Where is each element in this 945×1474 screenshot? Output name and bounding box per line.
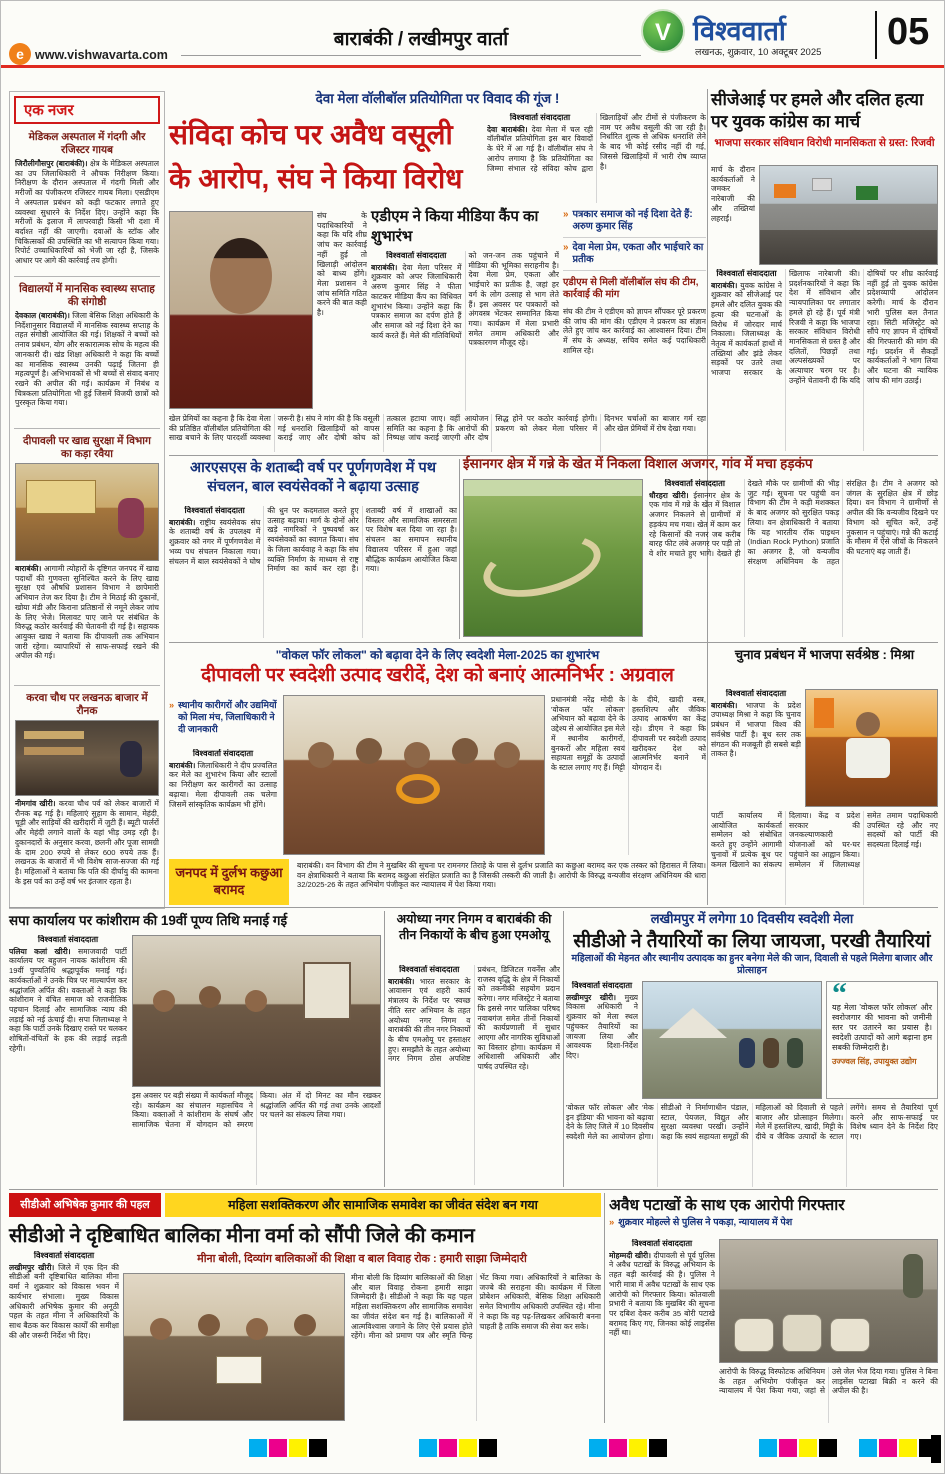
masthead-rule — [1, 65, 945, 68]
snake-shape — [477, 524, 607, 607]
kanshiram-headline: सपा कार्यालय पर कांशीराम की 19वीं पूण्य तिथि मनाई गई — [9, 913, 288, 928]
cdo-mela-quote: यह मेला 'वोकल फॉर लोकल' और स्वरोजगार की भावना को जमीनी स्तर पर उतारने का प्रयास है। स्वदेशी उत्पादों को आगे बढ़ाना हम सबकी जिम्मेदारी है। — [832, 1003, 932, 1052]
lead-headline: संविदा कोच पर अवैध वसूली के आरोप, संघ ने किया विरोध — [169, 119, 463, 194]
figure-head-shape — [404, 742, 430, 768]
market-photo — [15, 463, 159, 561]
adm-bullet-2: » देवा मेला प्रेम, एकता और भाईचारे का प्रतीक — [563, 238, 706, 271]
ek-nazar-article-2 — [15, 280, 159, 425]
section-rule — [9, 1189, 938, 1190]
certificate-shape — [216, 1356, 262, 1384]
ek-nazar-article-1 — [15, 128, 159, 273]
ek-nazar-panel — [9, 91, 165, 909]
section-rule — [9, 907, 938, 908]
mou-headline: अयोध्या नगर निगम व बाराबंकी की तीन निकायों के बीच हुआ एमओयू — [396, 912, 552, 942]
swadeshi-right-body: प्रधानमंत्री नरेंद्र मोदी के 'वोकल फॉर लोकल' अभियान को बढ़ावा देने के उद्देश्य से आयोजित इस मेले में स्थानीय कारीगरों, बुनकरों और महिला स्वयं सहायता समूहों के उत्पादों के स्टाल लगाए गए हैं। मिट्टी के दीये, खादी वस्त्र, हस्तशिल्प और जैविक उत्पाद आकर्षण का केंद्र रहे। डीएम ने कहा कि दीपावली पर स्वदेशी उत्पाद खरीदकर देश को आत्मनिर्भर बनाने में योगदान दें। — [551, 695, 706, 772]
cdo-mela-kicker: लखीमपुर में लगेगा 10 दिवसीय स्वदेशी मेला — [650, 911, 854, 926]
chevron-right-icon: » — [169, 700, 175, 710]
divider — [14, 685, 160, 686]
crowd-shape — [760, 230, 937, 264]
adm-byline: विश्ववार्ता संवाददाता — [386, 251, 447, 260]
edition-dateline: लखनऊ, शुक्रवार, 10 अक्टूबर 2025 — [695, 47, 822, 58]
cmyk-bar-group — [419, 1439, 499, 1462]
epaper-logo-icon: e — [9, 43, 31, 65]
shelf-shape — [24, 747, 84, 755]
firecracker-subhead-row — [609, 1217, 909, 1229]
placard-shape — [812, 178, 832, 191]
cdo-mela-byline: विश्ववार्ता संवाददाता — [571, 981, 633, 990]
official-shape — [763, 1038, 779, 1068]
section-title: बाराबंकी / लखीमपुर वार्ता — [333, 29, 509, 50]
figure-head-shape — [452, 738, 478, 764]
seized-firecrackers-photo — [719, 1239, 938, 1363]
kanshiram-body: इस अवसर पर बड़ी संख्या में कार्यकर्ता मौजूद रहे। कार्यक्रम का संचालन महासचिव ने किया। वक्ताओं ने कांशीराम के संघर्ष और सामाजिक चेतना में योगदान को स्मरण किया। अंत में दो मिनट का मौन रखकर श्रद्धांजलि अर्पित की गई तथा उनके आदर्शों पर चलने का संकल्प लिया गया। — [132, 1091, 381, 1130]
adm-bullets — [563, 205, 706, 271]
mishra-lede-column: विश्ववार्ता संवाददाता बाराबंकी। भाजपा के प्रदेश उपाध्यक्ष मिश्रा ने कहा कि चुनाव प्रबंधन में भाजपा विश्व की सर्वश्रेष्ठ पार्टी है। बूथ स्तर तक संगठन की मजबूती ही सबसे बड़ी ताकत है। — [711, 689, 801, 759]
mishra-byline: विश्ववार्ता संवाददाता — [725, 689, 787, 698]
ek-nazar-body-2: देवकाल (बाराबंकी)। जिला बेसिक शिक्षा अधिकारी के निर्देशानुसार विद्यालयों में मानसिक स्वास्थ्य सप्ताह के तहत संगोष्ठी आयोजित की गई। शिक्षकों ने बच्चों को तनाव प्रबंधन, योग और सकारात्मक सोच के महत्व की जानकारी दी। खंड शिक्षा अधिकारी ने कहा कि बच्चों का मानसिक स्वास्थ्य उनकी पढ़ाई जितना ही महत्वपूर्ण है। अभिभावकों से भी बच्चों से संवाद बनाए रखने की अपील की गई। कार्यक्रम में निबंध व चित्रकला प्रतियोगिता भी हुई जिसमें विजयी छात्रों को पुरस्कृत किया गया। — [15, 311, 159, 408]
meena-byline: विश्ववार्ता संवाददाता — [33, 1251, 95, 1260]
mishra-body: पार्टी कार्यालय में आयोजित कार्यकर्ता सम्मेलन को संबोधित करते हुए उन्होंने आगामी चुनावों में प्रत्येक बूथ पर कमल खिलाने का संकल्प दिलाया। केंद्र व प्रदेश सरकार की जनकल्याणकारी योजनाओं को घर-घर पहुंचाने का आह्वान किया। सम्मेलन में जिलाध्यक्ष समेत तमाम पदाधिकारी उपस्थित रहे और नए सदस्यों को पार्टी की सदस्यता दिलाई गई। — [711, 811, 938, 869]
swadeshi-pointer-item: » स्थानीय कारीगरों और उद्यमियों को मिला मंच, जिलाधिकारी ने दी जानकारी — [169, 700, 277, 734]
swadeshi-byline: विश्ववार्ता संवाददाता — [192, 749, 254, 758]
protest-march-photo — [759, 165, 938, 265]
sack-shape — [734, 1318, 774, 1352]
column-rule — [563, 911, 564, 1187]
cji-headline: सीजेआई पर हमले और दलित हत्या पर युवक कांग्रेस का मार्च — [711, 90, 924, 131]
figure-head-shape — [356, 738, 382, 764]
cdo-mela-body: 'वोकल फॉर लोकल' और 'मेक इन इंडिया' की भावना को बढ़ावा देने के लिए जिले में 10 दिवसीय स्वदेशी मेले का आयोजन होगा। सीडीओ ने निर्माणाधीन पंडाल, स्टाल, पेयजल, विद्युत और सुरक्षा व्यवस्था परखी। उन्होंने कहा कि स्वयं सहायता समूहों की महिलाओं को दिवाली से पहले बाजार और प्रोत्साहन मिलेगा। मेले में हस्तशिल्प, खादी, मिट्टी के दीये व जैविक उत्पादों के स्टाल लगेंगे। समय से तैयारियां पूर्ण करने और साफ-सफाई पर विशेष ध्यान देने के निर्देश दिए गए। — [566, 1103, 938, 1142]
mou-byline: विश्ववार्ता संवाददाता — [399, 965, 460, 974]
registration-bar — [931, 1435, 941, 1463]
speaker-body-shape — [846, 738, 890, 778]
cmyk-bar-group — [589, 1439, 669, 1462]
meena-body: मीना बोली कि दिव्यांग बालिकाओं की शिक्षा और बाल विवाह रोकना हमारी साझा जिम्मेदारी है। सीडीओ ने कहा कि यह पहल महिला सशक्तिकरण और सामाजिक समावेश का जीवंत संदेश बन गई है। बालिकाओं में आत्मविश्वास जगाने के लिए ऐसे प्रयास होते रहेंगे। मीना को प्रमाण पत्र और स्मृति चिन्ह भेंट किया गया। अधिकारियों ने बालिका के जज्बे की सराहना की। कार्यक्रम में जिला प्रोबेशन अधिकारी, बेसिक शिक्षा अधिकारी समेत विभागीय अधिकारी उपस्थित रहे। मीना ने कहा कि वह पढ़-लिखकर अधिकारी बनना चाहती है ताकि समाज की सेवा कर सके। — [351, 1273, 601, 1341]
brand-logo-icon: V — [641, 9, 685, 53]
cji-byline: विश्ववार्ता संवाददाता — [716, 269, 777, 278]
meena-lede-column: विश्ववार्ता संवाददाता लखीमपुर खीरी। जिले में एक दिन की सीडीओ बनी दृष्टिबाधित बालिका मीना वर्मा ने शुक्रवार को विकास भवन में कार्यभार संभाला। मुख्य विकास अधिकारी अभिषेक कुमार की अनूठी पहल के तहत मीना ने अधिकारियों के साथ बैठक कर विकास कार्यों की समीक्षा की और जरूरी निर्देश भी दिए। — [9, 1251, 119, 1340]
meena-headline: सीडीओ ने दृष्टिबाधित बालिका मीना वर्मा को सौंपी जिले की कमान — [9, 1225, 475, 1247]
kanshiram-lede-column: विश्ववार्ता संवाददाता पलिया कलां खीरी। समाजवादी पार्टी कार्यालय पर बहुजन नायक कांशीराम की 19वीं पुण्यतिथि श्रद्धापूर्वक मनाई गई। कार्यकर्ताओं ने उनके चित्र पर माल्यार्पण कर श्रद्धांजलि अर्पित की। वक्ताओं ने कहा कि कांशीराम ने वंचित समाज को राजनीतिक पहचान दिलाई और सामाजिक न्याय की लड़ाई को नई ऊंचाई दी। सपा जिलाध्यक्ष ने कहा कि पार्टी उनके दिखाए रास्ते पर चलकर शोषितों-वंचितों के हक की लड़ाई लड़ती रहेगी। — [9, 935, 127, 1053]
adm-body: विश्ववार्ता संवाददाता बाराबंकी। देवा मेला परिसर में शुक्रवार को अपर जिलाधिकारी अरुण कुमार सिंह ने फीता काटकर मीडिया कैंप का विधिवत शुभारंभ किया। उन्होंने कहा कि पत्रकार समाज का दर्पण होते हैं और समाज को नई दिशा देने का कार्य करते हैं। मेले की गतिविधियों को जन-जन तक पहुंचाने में मीडिया की भूमिका सराहनीय है। देवा मेला प्रेम, एकता और भाईचारे का प्रतीक है, जहां हर वर्ग के लोग उत्साह से भाग लेते हैं। इस अवसर पर पत्रकारों को अंगवस्त्र भेंटकर सम्मानित किया गया। कार्यक्रम में मेला प्रभारी समेत तमाम अधिकारी और पत्रकारगण मौजूद रहे। — [371, 251, 559, 348]
ek-nazar-headline-2: विद्यालयों में मानसिक स्वास्थ्य सप्ताह की संगोष्ठी — [19, 283, 155, 308]
ek-nazar-article-4 — [15, 689, 159, 899]
sack-shape — [782, 1314, 822, 1352]
cdo-mela-subhead: महिलाओं की मेहनत और स्थानीय उत्पादक का हुनर बनेगा मेले की जान, दिवाली से पहले मिलेगा बाजार और प्रोत्साहन — [571, 953, 933, 976]
tent-shape — [659, 1008, 727, 1038]
firecracker-headline: अवैध पटाखों के साथ एक आरोपी गिरफ्तार — [609, 1197, 845, 1214]
swadeshi-pointer — [169, 695, 277, 739]
firecracker-subhead: » शुक्रवार मोहल्ले से पुलिस ने पकड़ा, न्यायालय में पेश — [609, 1217, 793, 1228]
rss-byline: विश्ववार्ता संवाददाता — [184, 506, 245, 515]
turtle-body: बाराबंकी। वन विभाग की टीम ने मुखबिर की सूचना पर रामनगर तिराहे के पास से दुर्लभ प्रजाति का कछुआ बरामद कर एक तस्कर को हिरासत में लिया। वन क्षेत्राधिकारी ने बताया कि बरामद कछुआ संरक्षित प्रजाति का है जिसकी तस्करी की जाती है। आरोपी के विरुद्ध वन्यजीव संरक्षण अधिनियम की धारा 32/2025-26 के तहत अभियोग पंजीकृत कर न्यायालय में पेश किया गया। — [297, 861, 706, 890]
figure-head-shape — [308, 742, 334, 768]
turtle-label: जनपद में दुर्लभ कछुआ बरामद — [169, 859, 289, 905]
python-byline: विश्ववार्ता संवाददाता — [664, 479, 725, 488]
swadeshi-kicker: "वोकल फॉर लोकल" को बढ़ावा देने के लिए स्वदेशी मेला-2025 का शुभारंभ — [275, 648, 600, 662]
party-flag-shape — [814, 698, 834, 728]
adm-extra: संघ की टीम ने एडीएम को ज्ञापन सौंपकर पूरे प्रकरण की जांच की मांग की। एडीएम ने प्रकरण का संज्ञान लेते हुए जांच कर कार्रवाई का आश्वासन दिया। टीम में संघ के अध्यक्ष, सचिव समेत कई पदाधिकारी शामिल रहे। — [563, 307, 706, 355]
chevron-right-icon: » — [609, 1217, 615, 1228]
swadeshi-inauguration-photo — [283, 695, 545, 855]
lead-bottom-strip: खेल प्रेमियों का कहना है कि देवा मेला की प्रतिष्ठित वॉलीबॉल प्रतियोगिता की साख बचाने के लिए पारदर्शी व्यवस्था जरूरी है। संघ ने मांग की है कि वसूली गई धनराशि खिलाड़ियों को वापस कराई जाए और दोषी कोच को तत्काल हटाया जाए। वहीं आयोजन समिति का कहना है कि आरोपों की निष्पक्ष जांच कराई जाएगी और दोष सिद्ध होने पर कठोर कार्रवाई होगी। प्रकरण को लेकर मेला परिसर में दिनभर चर्चाओं का बाजार गर्म रहा और खेल प्रेमियों में रोष देखा गया। — [169, 414, 706, 443]
shop-photo — [15, 720, 159, 796]
portrait-head-shape — [210, 238, 272, 314]
column-rule — [459, 459, 460, 639]
divider — [14, 428, 160, 429]
quote-mark-icon: “ — [832, 981, 847, 1010]
police-figure-shape — [903, 1254, 923, 1298]
ek-nazar-body-3: बाराबंकी। आगामी त्योहारों के दृष्टिगत जनपद में खाद्य पदार्थों की गुणवत्ता सुनिश्चित करने के लिए खाद्य सुरक्षा एवं औषधि प्रशासन विभाग ने छापेमारी अभियान तेज कर दिया है। टीम ने मिठाई की दुकानों, खोया मंडी और किराना प्रतिष्ठानों से नमूने लेकर जांच के लिए भेजे। मिलावट पाए जाने पर संबंधित के विरुद्ध कठोर कार्रवाई की चेतावनी दी गई है। सहायक आयुक्त खाद्य ने बताया कि दीपावली तक अभियान जारी रहेगा। व्यापारियों से साफ-सफाई रखने की अपील की गई। — [15, 564, 159, 661]
website-url: www.vishwavarta.com — [35, 48, 168, 62]
cmyk-bar-group — [859, 1439, 939, 1462]
print-color-bars — [1, 1439, 945, 1463]
cdo-mela-headline: सीडीओ ने तैयारियों का लिया जायजा, परखी तैयारियां — [573, 931, 931, 952]
python-headline: ईसानगर क्षेत्र में गन्ने के खेत में निकला विशाल अजगर, गांव में मचा हड़कंप — [463, 456, 813, 471]
section-title-rule — [181, 55, 641, 56]
brand-name: विश्ववार्ता — [693, 16, 786, 46]
ek-nazar-body-1: जिरौलीगौसपुर (बाराबंकी)। क्षेत्र के मेडिकल अस्पताल का उप जिलाधिकारी ने औचक निरीक्षण किया। निरीक्षण के दौरान अस्पताल में गंदगी मिली और मरीजों का पंजीकरण रजिस्टर गायब मिला। एसडीएम ने अस्पताल प्रबंधन को कड़ी फटकार लगाते हुए व्यवस्था सुधारने के निर्देश दिए। उन्होंने कहा कि मरीजों के इलाज में लापरवाही किसी भी दशा में बर्दाश्त नहीं की जाएगी। दवाओं के स्टॉक और चिकित्सकों की उपस्थिति का भी सत्यापन किया गया। रिपोर्ट उच्चाधिकारियों को भेजी जा रही है, जिसके आधार पर आगे की कार्रवाई तय होगी। — [15, 159, 159, 266]
figure-head-shape — [198, 1314, 220, 1336]
turtle-box — [169, 859, 706, 905]
swadeshi-left-column: विश्ववार्ता संवाददाता बाराबंकी। जिलाधिकारी ने दीप प्रज्वलित कर मेले का शुभारंभ किया और स्टालों का निरीक्षण कर कारीगरों का उत्साह बढ़ाया। मेला दीपावली तक चलेगा जिसमें सांस्कृतिक कार्यक्रम भी होंगे। — [169, 749, 277, 809]
rss-headline: आरएसएस के शताब्दी वर्ष पर पूर्णगणवेश में पथ संचलन, बाल स्वयंसेवकों ने बढ़ाया उत्साह — [190, 460, 436, 495]
ek-nazar-headline-4: करवा चौथ पर लखनऊ बाजार में रौनक — [26, 692, 148, 717]
shelf-shape — [24, 731, 84, 739]
ek-nazar-label: एक नजर — [14, 96, 160, 124]
kanshiram-gathering-photo — [132, 935, 381, 1087]
official-shape — [739, 1038, 755, 1068]
figure-head-shape — [153, 990, 175, 1012]
column-rule — [384, 911, 385, 1187]
cmyk-bar-group — [249, 1439, 329, 1462]
lead-portrait-photo — [169, 211, 313, 409]
ek-nazar-body-4: नीमगांव खीरी। करवा चौथ पर्व को लेकर बाजारों में रौनक बढ़ गई है। महिलाएं सुहाग के सामान, मेहंदी, चूड़ी और साड़ियों की खरीदारी में जुटी हैं। ब्यूटी पार्लरों और मेहंदी लगाने वालों के यहां भीड़ उमड़ रही है। दुकानदारों के अनुसार करवा, छलनी और पूजा सामग्री के दाम 200 रुपये से लेकर 600 रुपये तक हैं। लखनऊ के बाजारों में भी विशेष साज-सज्जा की गई है। महिलाओं ने बताया कि पति की दीर्घायु की कामना के इस पर्व का उन्हें वर्ष भर इंतजार रहता है। — [15, 799, 159, 886]
figure-head-shape — [246, 1318, 268, 1340]
speaker-head-shape — [856, 712, 880, 736]
flag-shape — [856, 186, 878, 200]
figure-shape — [120, 741, 142, 777]
ek-nazar-headline-1: मेडिकल अस्पताल में गंदगी और रजिस्टर गायब — [28, 131, 146, 156]
figure-head-shape — [245, 990, 267, 1012]
meena-subhead: मीना बोली, दिव्यांग बालिकाओं की शिक्षा व बाल विवाह रोक : हमारी साझा जिम्मेदारी — [197, 1253, 527, 1265]
figure-head-shape — [494, 742, 520, 768]
kanshiram-byline: विश्ववार्ता संवाददाता — [37, 935, 99, 944]
cji-subhead: भाजपा सरकार संविधान विरोधी मानसिकता से ग्रस्त: रिजवी — [714, 137, 935, 149]
meena-tag-chip: सीडीओ अभिषेक कुमार की पहल — [9, 1193, 161, 1217]
ek-nazar-article-3 — [15, 432, 159, 682]
python-photo — [463, 479, 643, 637]
portrait-frame-shape — [303, 962, 351, 1020]
cdo-mela-quote-attr: उज्ज्वल सिंह, उपायुक्त उद्योग — [832, 1057, 917, 1066]
lead-byline: विश्ववार्ता संवाददाता — [509, 113, 571, 122]
sack-shape — [830, 1318, 870, 1352]
meena-certificate-photo — [123, 1273, 345, 1421]
chevron-right-icon: » — [563, 242, 569, 253]
mou-body: विश्ववार्ता संवाददाता बाराबंकी। भारत सरकार के आवासन एवं शहरी कार्य मंत्रालय के निर्देश पर 'स्वच्छ नीति स्तर' अभियान के तहत अयोध्या नगर निगम व बाराबंकी की तीन नगर निकायों के बीच एमओयू पर हस्ताक्षर हुए। समझौते के तहत अयोध्या नगर निगम ठोस अपशिष्ट प्रबंधन, डिजिटल गवर्नेंस और राजस्व वृद्धि के क्षेत्र में निकायों को तकनीकी सहयोग प्रदान करेगा। नगर मजिस्ट्रेट ने बताया कि इससे नगर पालिका परिषद नवाबगंज समेत तीनों निकायों की कार्यप्रणाली में सुधार आएगा और नागरिक सुविधाओं का विस्तार होगा। कार्यक्रम में अधिशासी अधिकारी और पार्षद उपस्थित रहे। — [388, 965, 560, 1072]
figure-head-shape — [199, 986, 221, 1008]
page-number: 05 — [875, 11, 937, 59]
firecracker-lede-column: विश्ववार्ता संवाददाता मोहम्मदी खीरी। दीपावली से पूर्व पुलिस ने अवैध पटाखों के विरुद्ध अभियान के तहत बड़ी कार्रवाई की है। पुलिस ने भारी मात्रा में अवैध पटाखों के साथ एक आरोपी को गिरफ्तार किया। कोतवाली प्रभारी ने बताया कि मुखबिर की सूचना पर दबिश देकर करीब 35 बोरी पटाखे बरामद किए गए, जिनका कोई लाइसेंस नहीं था। — [609, 1239, 715, 1338]
flag-shape — [774, 184, 796, 198]
figure-head-shape — [294, 1314, 316, 1336]
lead-intro: विश्ववार्ता संवाददाता देवा बाराबंकी। देवा मेला में चल रही वॉलीबॉल प्रतियोगिता इस बार विवादों के घेरे में आ गई है। वॉलीबॉल संघ ने आरोप लगाया है कि प्रतियोगिता का जिम्मा संभाल रहे संविदा कोच द्वारा खिलाड़ियों और टीमों से पंजीकरण के नाम पर अवैध वसूली की जा रही है। निर्धारित शुल्क से अधिक धनराशि लेने के बाद भी कोई रसीद नहीं दी गई, जिससे खिलाड़ियों में भारी रोष व्याप्त है। — [487, 113, 706, 173]
python-body: विश्ववार्ता संवाददाता धौरहरा खीरी। ईसानगर क्षेत्र के एक गांव में गन्ने के खेत में विशाल अजगर निकलने से ग्रामीणों में हड़कंप मच गया। खेत में काम कर रहे किसानों की नजर जब करीब बारह फीट लंबे अजगर पर पड़ी तो वे शोर मचाते हुए भागे। देखते ही देखते मौके पर ग्रामीणों की भीड़ जुट गई। सूचना पर पहुंची वन विभाग की टीम ने कड़ी मशक्कत के बाद अजगर को सुरक्षित पकड़ लिया। वन क्षेत्राधिकारी ने बताया कि यह भारतीय रॉक पाइथन (Indian Rock Python) प्रजाति का अजगर है, जो वन्यजीव संरक्षण अधिनियम के तहत संरक्षित है। टीम ने अजगर को जंगल के सुरक्षित क्षेत्र में छोड़ दिया। वन विभाग ने ग्रामीणों से अपील की कि वन्यजीव दिखने पर विभाग को सूचित करें, उन्हें नुकसान न पहुंचाएं। गन्ने की कटाई के मौसम में ऐसे जीवों के निकलने की घटनाएं बढ़ जाती हैं। — [649, 479, 938, 566]
lead-side-column: संघ के पदाधिकारियों ने कहा कि यदि शीघ्र जांच कर कार्रवाई नहीं हुई तो खिलाड़ी आंदोलन को बाध्य होंगे। मेला प्रशासन ने जांच समिति गठित करने की बात कही है। — [317, 211, 367, 318]
garland-shape — [396, 774, 440, 804]
rss-body: विश्ववार्ता संवाददाता बाराबंकी। राष्ट्रीय स्वयंसेवक संघ के शताब्दी वर्ष के उपलक्ष्य में शुक्रवार को नगर में पूर्णगणवेश में भव्य पथ संचलन निकाला गया। संचलन में बाल स्वयंसेवकों ने घोष की धुन पर कदमताल करते हुए उत्साह बढ़ाया। मार्ग के दोनों ओर खड़े नागरिकों ने पुष्पवर्षा कर स्वयंसेवकों का स्वागत किया। संघ के जिला कार्यवाह ने कहा कि संघ व्यक्ति निर्माण के माध्यम से राष्ट्र निर्माण का कार्य कर रहा है। शताब्दी वर्ष में शाखाओं का विस्तार और सामाजिक समरसता पर विशेष बल दिया जा रहा है। संचलन का समापन स्थानीय विद्यालय परिसर में हुआ जहां बौद्धिक कार्यक्रम आयोजित किया गया। — [169, 506, 457, 574]
firecracker-body: आरोपी के विरुद्ध विस्फोटक अधिनियम के तहत अभियोग पंजीकृत कर न्यायालय में पेश किया गया, जहां से उसे जेल भेज दिया गया। पुलिस ने बिना लाइसेंस पटाखा बिक्री न करने की अपील की है। — [719, 1367, 938, 1396]
cji-lede-column: मार्च के दौरान कार्यकर्ताओं ने जमकर नारेबाजी की और तख्तियां लहराईं। — [711, 165, 755, 223]
cji-body: विश्ववार्ता संवाददाता बाराबंकी। युवक कांग्रेस ने शुक्रवार को सीजेआई पर हमले और दलित युवक की हत्या की घटनाओं के विरोध में जोरदार मार्च निकाला। जिलाध्यक्ष के नेतृत्व में कार्यकर्ता हाथों में तख्तियां और झंडे लेकर सड़कों पर उतरे तथा भाजपा सरकार के खिलाफ नारेबाजी की। प्रदर्शनकारियों ने कहा कि देश में संविधान और न्यायपालिका पर लगातार हमले हो रहे हैं। पूर्व मंत्री रिजवी ने कहा कि भाजपा सरकार संविधान विरोधी मानसिकता से ग्रस्त है और दलितों, पिछड़ों तथा अल्पसंख्यकों पर अत्याचार चरम पर है। उन्होंने चेतावनी दी कि यदि दोषियों पर शीघ्र कार्रवाई नहीं हुई तो युवक कांग्रेस प्रदेशव्यापी आंदोलन करेगी। मार्च के दौरान भारी पुलिस बल तैनात रहा। सिटी मजिस्ट्रेट को सौंपे गए ज्ञापन में दोषियों की गिरफ्तारी की मांग की गई। प्रदर्शन में सैकड़ों कार्यकर्ताओं ने भाग लिया और घटना की न्यायिक जांच की मांग उठाई। — [711, 269, 938, 385]
mishra-podium-photo — [805, 689, 938, 807]
figure-head-shape — [150, 1318, 172, 1340]
cdo-mela-lede-column: विश्ववार्ता संवाददाता लखीमपुर खीरी। मुख्य विकास अधिकारी ने शुक्रवार को मेला स्थल पहुंचकर तैयारियों का जायजा लिया और आवश्यक दिशा-निर्देश दिए। — [566, 981, 638, 1060]
divider — [14, 276, 160, 277]
mela-site-photo — [642, 981, 822, 1099]
mishra-headline: चुनाव प्रबंधन में भाजपा सर्वश्रेष्ठ : मिश्रा — [734, 647, 915, 662]
swadeshi-headline: दीपावली पर स्वदेशी उत्पाद खरीदें, देश को बनाएं आत्मनिर्भर : अग्रवाल — [201, 665, 674, 686]
ek-nazar-headline-3: दीपावली पर खाद्य सुरक्षा में विभाग का कड़ा रवैया — [23, 435, 151, 460]
figure-shape — [118, 498, 144, 538]
section-rule — [169, 642, 938, 643]
meena-banner: महिला सशक्तिकरण और सामाजिक समावेश का जीवंत संदेश बन गया — [165, 1193, 601, 1217]
chevron-right-icon: » — [563, 209, 569, 220]
adm-note: एडीएम से मिली वॉलीबॉल संघ की टीम, कार्रवाई की मांग — [563, 277, 699, 300]
adm-headline: एडीएम ने किया मीडिया कैंप का शुभारंभ — [371, 208, 539, 245]
stall-shape — [26, 480, 96, 514]
official-shape — [787, 1038, 803, 1068]
lead-kicker: देवा मेला वॉलीबॉल प्रतियोगिता पर विवाद की गूंज ! — [315, 91, 560, 106]
adm-bullet-1: » पत्रकार समाज को नई दिशा देते हैं: अरुण कुमार सिंह — [563, 205, 706, 238]
column-rule — [604, 1193, 605, 1423]
cane-field-shape — [464, 480, 642, 496]
cmyk-bar-group — [759, 1439, 839, 1462]
cdo-mela-quote-box — [826, 981, 938, 1099]
firecracker-byline: विश्ववार्ता संवाददाता — [631, 1239, 693, 1248]
